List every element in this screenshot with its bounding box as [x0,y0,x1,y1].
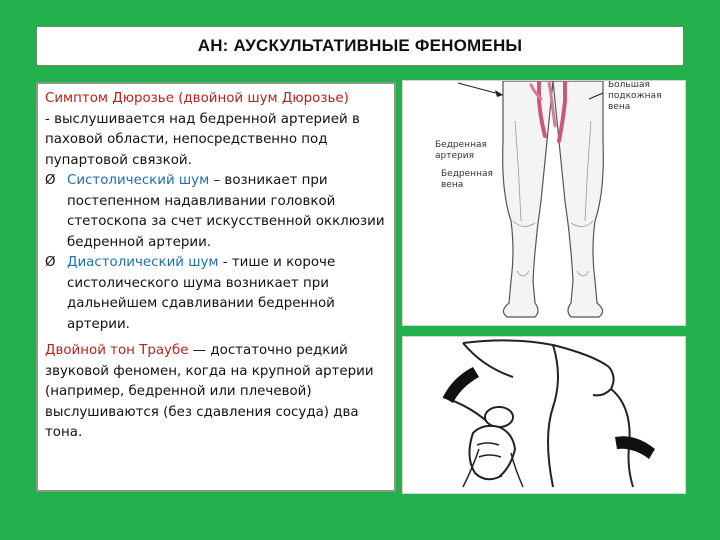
arrow-bullet-icon: Ø [45,255,56,270]
title-box [36,26,684,66]
diastolic-description: - тише и короче систолического шума возникает при дальнейшем сдавливании бедренной артерии. [67,255,336,332]
label-femoral-vein-1: Бедренная [441,169,493,179]
label-femoral-artery-1: Бедренная [435,140,487,150]
legs-illustration [403,81,685,325]
durozier-description: - выслушивается над бедренной артерией в паховой области, непосредственно под пупартовой связкой. [45,111,360,168]
durozier-heading: Симптом Дюрозье (двойной шум Дюрозье) [45,91,349,106]
traube-term: Двойной тон Траубе [45,343,189,358]
neck-illustration [403,337,685,493]
traube-paragraph [45,341,388,444]
systolic-term: Систолический шум [67,173,210,188]
diastolic-term: Диастолический шум [67,255,219,270]
durozier-paragraph [45,89,388,171]
pointer-arrow-icon [495,90,503,97]
page-title: АН: АУСКУЛЬТАТИВНЫЕ ФЕНОМЕНЫ [197,36,523,55]
legs-illustration-panel [402,80,686,326]
diastolic-bullet [45,253,388,335]
arrow-bullet-icon: Ø [45,173,56,188]
traube-description: — достаточно редкий звуковой феномен, когда на крупной артерии (например, бедренной или плечевой) выслушиваются (без сдавления сосуда) два тона. [45,343,374,440]
systolic-bullet [45,171,388,253]
label-great-saphenous-1: Большая [608,81,650,90]
neck-illustration-panel [402,336,686,494]
text-panel [36,82,396,492]
label-great-saphenous-3: вена [608,102,631,112]
label-femoral-vein-2: вена [441,180,464,190]
label-femoral-artery-2: артерия [435,151,474,161]
systolic-description: – возникает при постепенном надавливании головкой стетоскопа за счет искусственной окклюзии бедренной артерии. [67,173,385,250]
label-great-saphenous-2: подкожная [608,91,662,101]
